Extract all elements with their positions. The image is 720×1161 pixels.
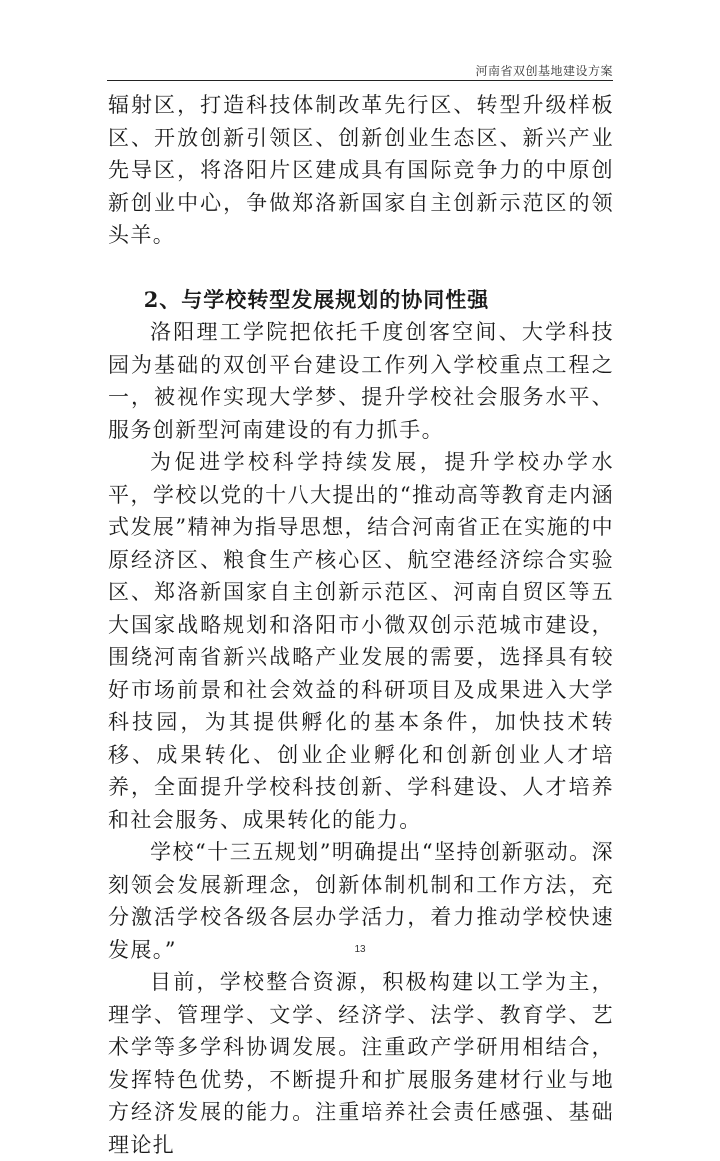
paragraph: 洛阳理工学院把依托千度创客空间、大学科技园为基础的双创平台建设工作列入学校重点工程之一，被视作实现大学梦、提升学校社会服务水平、服务创新型河南建设的有力抓手。 bbox=[108, 320, 614, 442]
paragraph: 学校“十三五规划”明确提出“坚持创新驱动。深刻领会发展新理念，创新体制机制和工作方法，充分激活学校各级各层办学活力，着力推动学校快速发展。” bbox=[108, 840, 614, 962]
section-heading: 2、与学校转型发展规划的协同性强 bbox=[143, 286, 490, 312]
paragraph-continuation: 辐射区，打造科技体制改革先行区、转型升级样板区、开放创新引领区、创新创业生态区、新兴产业先导区，将洛阳片区建成具有国际竞争力的中原创新创业中心，争做郑洛新国家自主创新示范区的领头羊。 bbox=[108, 93, 614, 247]
paragraph: 目前，学校整合资源，积极构建以工学为主，理学、管理学、文学、经济学、法学、教育学、艺术学等多学科协调发展。注重政产学研用相结合，发挥特色优势，不断提升和扩展服务建材行业与地方经济发展的能力。注重培养社会责任感强、基础理论扎 bbox=[108, 970, 614, 1157]
page-header bbox=[107, 60, 613, 81]
document-body bbox=[108, 89, 614, 1161]
paragraph: 为促进学校科学持续发展，提升学校办学水平，学校以党的十八大提出的“推动高等教育走内涵式发展”精神为指导思想，结合河南省正在实施的中原经济区、粮食生产核心区、航空港经济综合实验区、郑洛新国家自主创新示范区、河南自贸区等五大国家战略规划和洛阳市小微双创示范城市建设，围绕河南省新兴战略产业发展的需要，选择具有较好市场前景和社会效益的科研项目及成果进入大学科技园，为其提供孵化的基本条件，加快技术转移、成果转化、创业企业孵化和创新创业人才培养，全面提升学校科技创新、学科建设、人才培养和社会服务、成果转化的能力。 bbox=[108, 450, 614, 832]
header-title: 河南省双创基地建设方案 bbox=[475, 64, 613, 78]
page-number: 13 bbox=[354, 944, 366, 955]
